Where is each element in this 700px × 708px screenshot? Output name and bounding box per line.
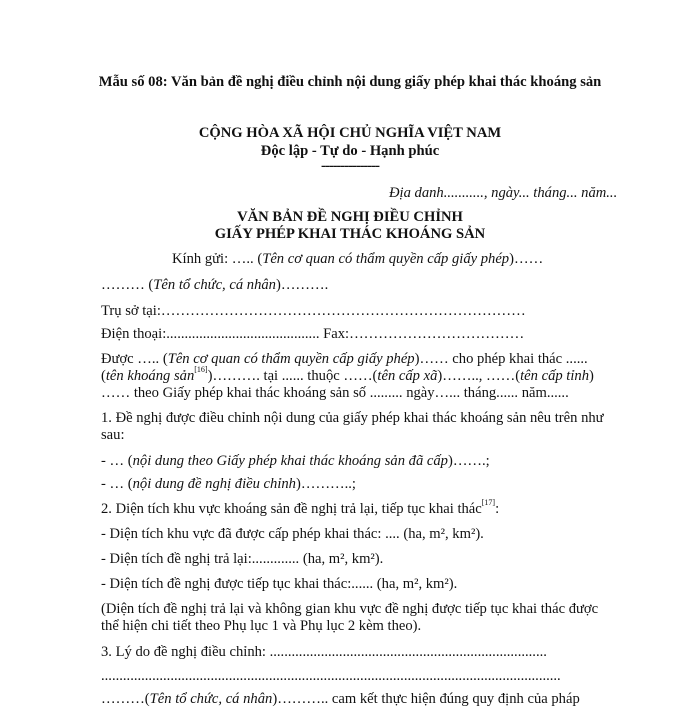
item-2-note-line-2: thể hiện chi tiết theo Phụ lục 1 và Phụ lục 2 kèm theo). — [101, 618, 422, 634]
commitment-line: ………(Tên tổ chức, cá nhân)……….. cam kết thực hiện đúng quy định của pháp — [101, 691, 580, 707]
permit-line-1: Được ….. (Tên cơ quan có thẩm quyền cấp giấy phép)…… cho phép khai thác ...... — [101, 351, 588, 367]
item-2-returned-area: - Diện tích đề nghị trả lại:............. (ha, m², km²). — [101, 551, 384, 567]
address-line: Trụ sở tại:………………………………………………………………… — [101, 303, 526, 319]
doc-title-line-2: GIẤY PHÉP KHAI THÁC KHOÁNG SẢN — [214, 226, 486, 242]
place-date: Địa danh..........., ngày... tháng... năm... — [389, 185, 618, 201]
phone-fax-line: Điện thoại:.......................................... Fax:……………………………… — [101, 326, 525, 342]
item-2-line-1: 2. Diện tích khu vực khoáng sản đề nghị trả lại, tiếp tục khai thác[17]: — [101, 498, 500, 517]
motto: Độc lập - Tự do - Hạnh phúc — [260, 143, 440, 159]
nation-name: CỘNG HÒA XÃ HỘI CHỦ NGHĨA VIỆT NAM — [198, 125, 502, 141]
item-1-current-content: - … (nội dung theo Giấy phép khai thác khoáng sản đã cấp)…….; — [101, 453, 490, 469]
organization-line: ……… (Tên tổ chức, cá nhân)………. — [101, 277, 329, 293]
item-3-line-2: .............................................................................................................................. — [101, 668, 561, 684]
item-2-note-line-1: (Diện tích đề nghị trả lại và không gian khu vực đề nghị được tiếp tục khai thác được — [101, 601, 599, 617]
item-1-line-1: 1. Đề nghị được điều chỉnh nội dung của giấy phép khai thác khoáng sản nêu trên như — [101, 410, 604, 426]
doc-title-line-1: VĂN BẢN ĐỀ NGHỊ ĐIỀU CHỈNH — [237, 209, 463, 225]
permit-line-2: (tên khoáng sản[16])………. tại ...... thuộc ……(tên cấp xã)…….., ……(tên cấp tỉnh) — [101, 365, 594, 384]
item-2-licensed-area: - Diện tích khu vực đã được cấp phép khai thác: .... (ha, m², km²). — [101, 526, 484, 542]
separator: --------------- — [321, 158, 379, 174]
item-2-continued-area: - Diện tích đề nghị được tiếp tục khai thác:...... (ha, m², km²). — [101, 576, 458, 592]
recipient-line: Kính gửi: ….. (Tên cơ quan có thẩm quyền cấp giấy phép)…… — [172, 251, 544, 267]
item-1-line-2: sau: — [101, 427, 125, 443]
form-title: Mẫu số 08: Văn bản đề nghị điều chỉnh nội dung giấy phép khai thác khoáng sản — [98, 74, 602, 90]
item-1-requested-content: - … (nội dung đề nghị điều chỉnh)………..; — [101, 476, 356, 492]
permit-line-3: …… theo Giấy phép khai thác khoáng sản số ......... ngày…... tháng...... năm...... — [101, 385, 569, 401]
item-3-line-1: 3. Lý do đề nghị điều chỉnh: ............................................................................ — [101, 644, 547, 660]
